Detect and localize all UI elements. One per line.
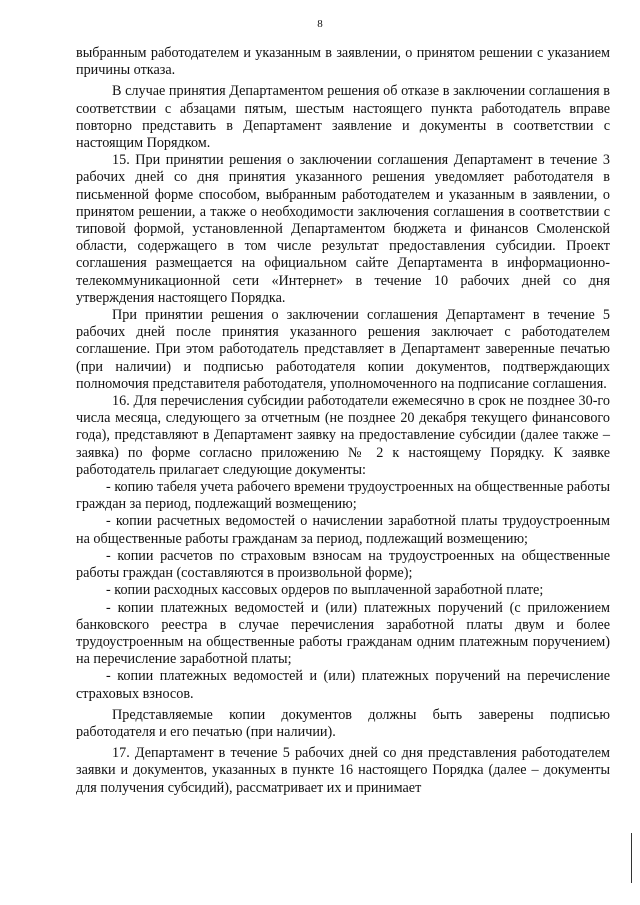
paragraph-copies-certification: Представляемые копии документов должны быть заверены подписью работодателя и его печатью (при наличии). — [76, 706, 610, 740]
page-number: 8 — [317, 18, 323, 30]
paragraph-17-department-review: 17. Департамент в течение 5 рабочих дней со дня представления работодателем заявки и документов, указанных в пункте 16 настоящего Порядка (далее – документы для получения субсидий), рассматривает их и принимает — [76, 745, 610, 796]
list-item-payment-orders-insurance: - копии платежных ведомостей и (или) платежных поручений на перечисление страховых взносов. — [76, 668, 610, 702]
paragraph-repeat-application: В случае принятия Департаментом решения об отказе в заключении соглашения в соответствии с абзацами пятым, шестым настоящего пункта работодатель вправе повторно представить в Департамент заявление и документы в соответствии с настоящим Порядком. — [76, 83, 610, 152]
list-item-timesheet-copy: - копию табеля учета рабочего времени трудоустроенных на общественные работы граждан за период, подлежащий возмещению; — [76, 479, 610, 513]
paragraph-agreement-conclusion: При принятии решения о заключении соглашения Департамент в течение 5 рабочих дней после принятия указанного решения заключает с работодателем соглашение. При этом работодатель представляет в Департамент заверенные печатью (при наличии) и подписью работодателя копии документов, подтверждающих полномочия представителя работодателя, уполномоченного на подписание соглашения. — [76, 307, 610, 392]
list-item-insurance-calculations: - копии расчетов по страховым взносам на трудоустроенных на общественные работы граждан (составляются в произвольной форме); — [76, 547, 610, 582]
page-body — [76, 45, 610, 797]
scan-edge-line — [631, 833, 632, 883]
list-item-payroll-statements: - копии расчетных ведомостей о начислении заработной платы трудоустроенным на общественные работы гражданам за период, подлежащий возмещению; — [76, 513, 610, 547]
list-item-cash-orders: - копии расходных кассовых ордеров по выплаченной заработной плате; — [106, 582, 544, 599]
paragraph-refusal-notice-end: выбранным работодателем и указанным в заявлении, о принятом решении с указанием причины отказа. — [76, 45, 610, 79]
paragraph-16-subsidy-request: 16. Для перечисления субсидии работодатели ежемесячно в срок не позднее 30-го числа месяца, следующего за отчетным (не позднее 20 декабря текущего финансового года), представляют в Департамент заявку на предоставление субсидии (далее также – заявка) по форме согласно приложению № 2 к настоящему Порядку. К заявке работодатель прилагает следующие документы: — [76, 393, 610, 478]
list-item-payment-orders-salary: - копии платежных ведомостей и (или) платежных поручений (с приложением банковского реестра в случае перечисления заработной платы двум и более трудоустроенным на общественные работы гражданам одним платежным поручением) на перечисление заработной платы; — [76, 599, 610, 668]
paragraph-15-agreement-decision: 15. При принятии решения о заключении соглашения Департамент в течение 3 рабочих дней со дня принятия указанного решения уведомляет работодателя в письменной форме способом, выбранным работодателем и указанным в заявлении, о принятом решении, а также о необходимости заключения соглашения в соответствии с типовой формой, установленной Департаментом бюджета и финансов Смоленской области, содержащего в том числе результат предоставления субсидии. Проект соглашения размещается на официальном сайте Департамента в информационно-телекоммуникационной сети «Интернет» в течение 10 рабочих дней со дня утверждения настоящего Порядка. — [76, 152, 610, 306]
